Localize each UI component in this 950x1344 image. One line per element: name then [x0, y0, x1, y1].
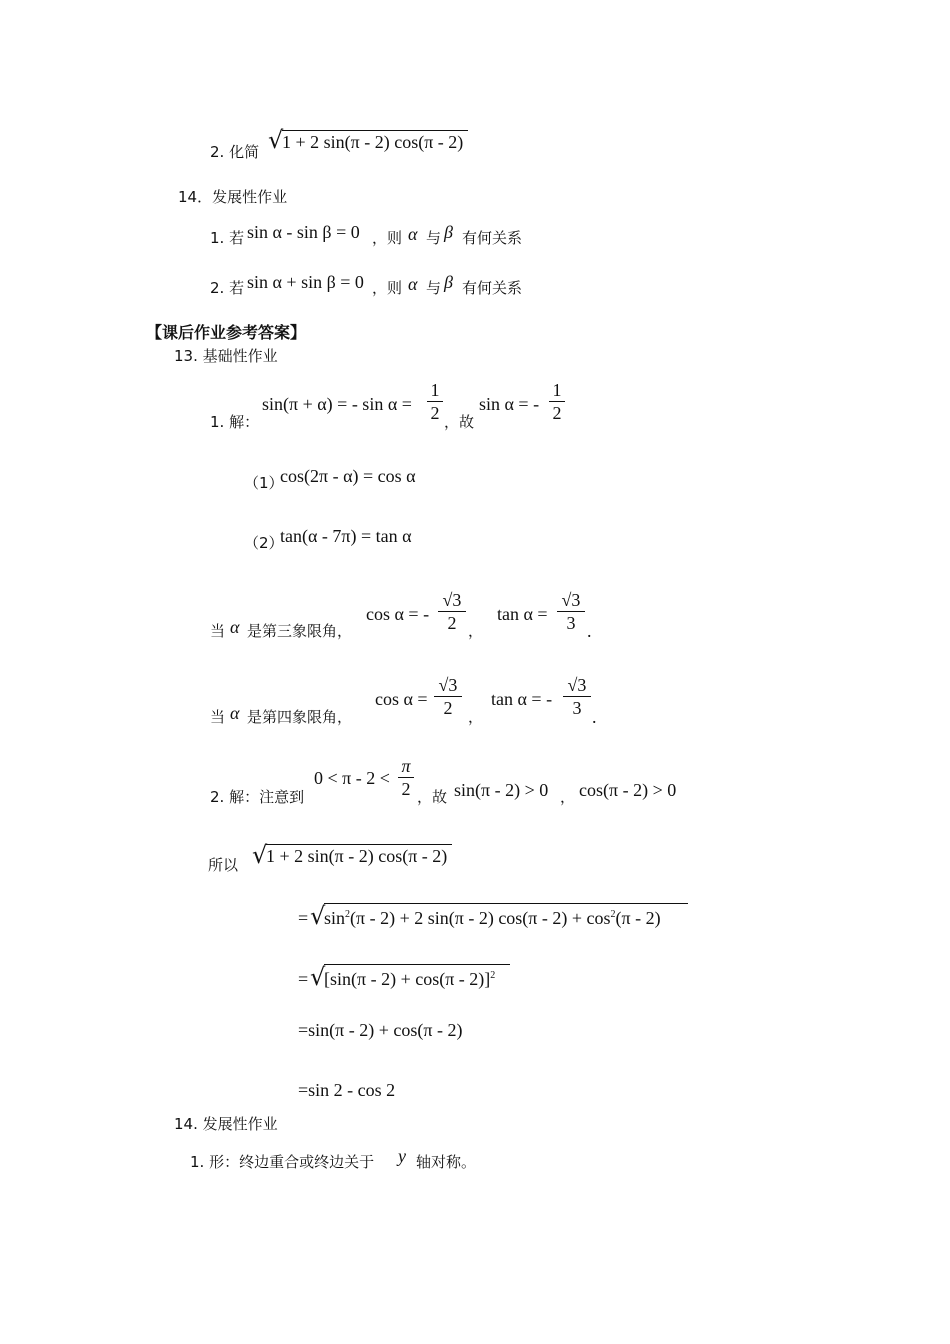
q14-2-mid: ，则	[372, 279, 403, 297]
q14-2-eq: sin α + sin β = 0	[247, 272, 364, 292]
case4-cos: cos α =	[375, 689, 428, 709]
section-14-title: 14．发展性作业	[178, 188, 288, 206]
b1-var-y: y	[398, 1146, 406, 1166]
a2-cond2: cos(π - 2) > 0	[579, 780, 677, 800]
q14-2-beta: β	[444, 272, 453, 292]
a2-label: 2. 解：注意到	[210, 788, 305, 806]
case4-cos-frac: √3 2	[434, 675, 462, 718]
case3-alpha: α	[230, 617, 240, 637]
q14-1-eq: sin α - sin β = 0	[247, 222, 360, 242]
a1-label: 1. 解：	[210, 413, 260, 431]
case4-period: .	[592, 707, 597, 727]
a2-expr0: 1 + 2 sin(π - 2) cos(π - 2)	[266, 846, 448, 866]
a2-step2-expr: $[\sin(\pi - 2) + \cos(\pi - 2)]^2$	[324, 969, 496, 989]
case3-tan: tan α =	[497, 604, 548, 624]
case3-suffix: 是第三象限角，	[247, 622, 353, 640]
b1-prefix: 1. 形：终边重合或终边关于	[190, 1153, 375, 1171]
sqrt-bar	[282, 130, 468, 131]
a1-eq1: sin(π + α) = - sin α =	[262, 394, 412, 414]
a2-suoyi: 所以	[208, 856, 239, 874]
sqrt-bar	[324, 903, 688, 904]
case3-cos-frac: √3 2	[438, 590, 466, 633]
a2-step2-eq: =	[298, 969, 309, 989]
a1-part2-eq: tan(α - 7π) = tan α	[280, 526, 412, 546]
a2-ineq: 0 < π - 2 <	[314, 768, 390, 788]
a2-gu: ，故	[417, 788, 448, 806]
a1-frac-half-2: 1 2	[549, 380, 565, 423]
a2-step1-expr: $\sin^2(\pi - 2) + 2$ sin(π - 2) $\cos(\pi - 2) + \cos^2(\pi - 2)$	[324, 908, 661, 928]
sqrt-sign: √	[310, 902, 326, 930]
sqrt-sign: √	[252, 841, 268, 869]
case3-cos: cos α = -	[366, 604, 430, 624]
q14-2-prefix: 2. 若	[210, 279, 245, 297]
case4-comma: ，	[468, 708, 484, 726]
a1-gu: ，故	[444, 413, 475, 431]
q14-2-suffix: 有何关系	[462, 279, 523, 297]
sqrt-sign: √	[310, 963, 326, 991]
q14-2-yu: 与	[426, 279, 442, 297]
a2-comma: ，	[560, 788, 576, 806]
case4-alpha: α	[230, 703, 240, 723]
a1-part2-label: （2）	[244, 534, 284, 552]
question-13-2-expr: 1 + 2 sin(π - 2) cos(π - 2)	[282, 132, 464, 152]
answers-section-14: 14. 发展性作业	[174, 1115, 278, 1133]
answers-title: 【课后作业参考答案】	[146, 323, 307, 342]
answers-section-13: 13. 基础性作业	[174, 347, 278, 365]
case4-tan-frac: √3 3	[563, 675, 591, 718]
a1-eq2: sin α = -	[479, 394, 540, 414]
a1-frac-half-1: 1 2	[427, 380, 443, 423]
a1-part1-label: （1）	[244, 474, 284, 492]
b1-suffix: 轴对称。	[416, 1153, 477, 1171]
a1-part1-eq: cos(2π - α) = cos α	[280, 466, 416, 486]
q14-1-alpha: α	[408, 224, 418, 244]
q14-1-yu: 与	[426, 229, 442, 247]
a2-step3: =sin(π - 2) + cos(π - 2)	[298, 1020, 463, 1040]
a2-step4: =sin 2 - cos 2	[298, 1080, 396, 1100]
case3-tan-frac: √3 3	[557, 590, 585, 633]
case4-suffix: 是第四象限角，	[247, 708, 353, 726]
q14-1-beta: β	[444, 222, 453, 242]
q14-1-mid: ，则	[372, 229, 403, 247]
case3-period: .	[587, 621, 592, 641]
a2-frac-pi-2: π 2	[398, 756, 414, 799]
a2-step1-eq: =	[298, 908, 309, 928]
case3-prefix: 当	[210, 622, 226, 640]
a2-cond1: sin(π - 2) > 0	[454, 780, 549, 800]
q14-2-alpha: α	[408, 274, 418, 294]
q14-1-suffix: 有何关系	[462, 229, 523, 247]
case4-tan: tan α = -	[491, 689, 553, 709]
sqrt-bar	[324, 964, 510, 965]
sqrt-sign: √	[268, 126, 284, 154]
sqrt-bar	[266, 844, 452, 845]
q14-1-prefix: 1. 若	[210, 229, 245, 247]
question-13-2-label: 2. 化简	[210, 143, 260, 161]
case4-prefix: 当	[210, 708, 226, 726]
case3-comma: ，	[468, 622, 484, 640]
